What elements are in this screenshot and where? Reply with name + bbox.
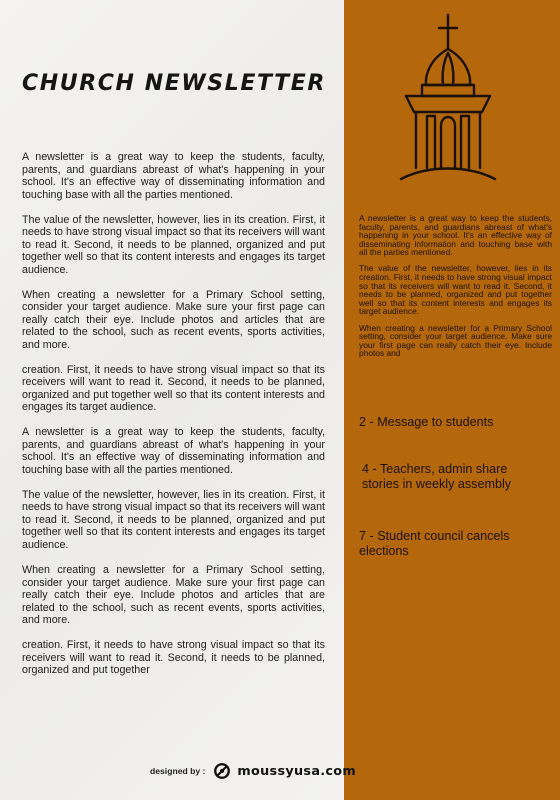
footer-credit <box>150 761 356 781</box>
main-paragraph-8: creation. First, it needs to have strong visual impact so that its receivers will want to read it. Second, it needs to be planned, organized and put together <box>22 639 325 677</box>
side-paragraph-3: When creating a newsletter for a Primary School setting, consider your target audience. Make sure your first page can really catch their eye. Include photos and <box>359 322 552 359</box>
main-paragraph-7: When creating a newsletter for a Primary School setting, consider your target audience. Make sure your first page can really catch their eye. Include photos and articles that are related to the school, such as recent events, sports activities, and more. <box>22 564 325 627</box>
contents-item-3: 7 - Student council cancels elections <box>359 529 510 558</box>
side-paragraph-1: A newsletter is a great way to keep the students, faculty, parents, and guardians abreast of what's happening in your school. It's an effective way of disseminating information and touching base with all the parties mentioned. <box>359 213 552 258</box>
main-paragraph-4: creation. First, it needs to have strong visual impact so that its receivers will want to read it. Second, it needs to be planned, organized and put together well so that its content interests and engages its target audience. <box>22 363 325 414</box>
side-article <box>359 214 552 365</box>
side-paragraph-2: The value of the newsletter, however, lies in its creation. First, it needs to have strong visual impact so that its receivers will want to read it. Second, it needs to be planned, organized and put together well so that its content interests and engages its target audience. <box>359 263 552 317</box>
newsletter-title: CHURCH NEWSLETTER <box>22 71 326 96</box>
designed-by-label: designed by : <box>150 766 206 776</box>
brand-name[interactable]: moussyusa.com <box>237 763 357 779</box>
main-paragraph-2: The value of the newsletter, however, lies in its creation. First, it needs to have strong visual impact so that its receivers will want to read it. Second, it needs to be planned, organized and put together well so that its content interests and engages its target audience. <box>22 213 325 276</box>
main-paragraph-1: A newsletter is a great way to keep the students, faculty, parents, and guardians abreast of what's happening in your school. It's an effective way of disseminating information and touching base with all the parties mentioned. <box>22 151 325 201</box>
moussyusa-logo-icon <box>213 762 231 780</box>
contents-item-2: 4 - Teachers, admin share stories in weekly assembly <box>362 462 512 491</box>
main-paragraph-3: When creating a newsletter for a Primary School setting, consider your target audience. Make sure your first page can really catch their eye. Include photos and articles that are related to the school, such as recent events, sports activities, and more. <box>22 288 325 351</box>
main-paragraph-6: The value of the newsletter, however, lies in its creation. First, it needs to have strong visual impact so that its receivers will want to read it. Second, it needs to be planned, organized and put together well so that its content interests and engages its target audience. <box>22 488 325 551</box>
contents-item-1: 2 - Message to students <box>359 415 494 429</box>
church-steeple-icon <box>398 12 498 187</box>
main-article <box>22 151 325 689</box>
main-paragraph-5: A newsletter is a great way to keep the students, faculty, parents, and guardians abreast of what's happening in your school. It's an effective way of disseminating information and touching base with all the parties mentioned. <box>22 426 325 476</box>
